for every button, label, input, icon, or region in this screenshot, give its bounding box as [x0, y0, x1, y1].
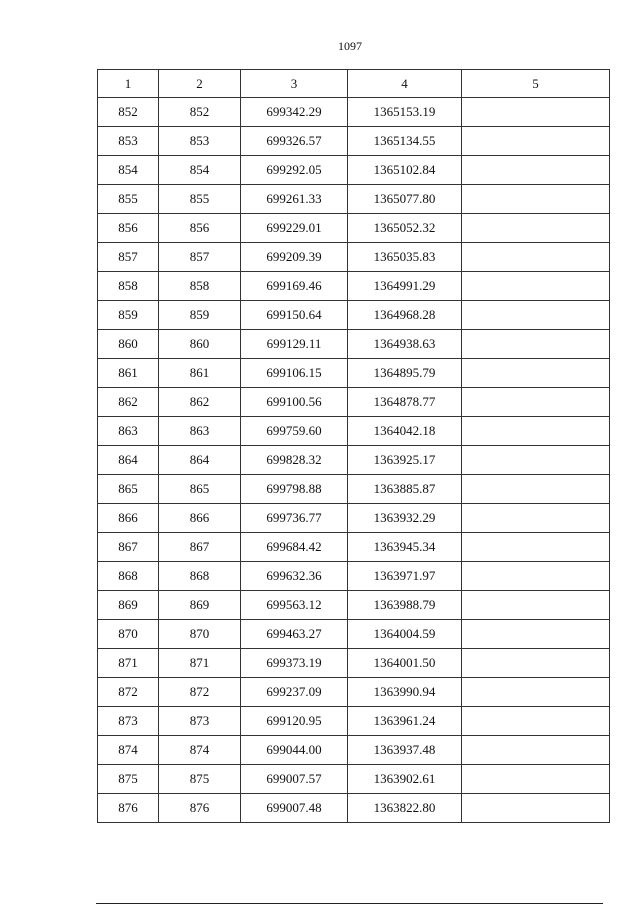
table-cell-col-5: [462, 272, 610, 301]
table-cell-col-5: [462, 765, 610, 794]
table-row: [98, 678, 610, 707]
page-number: 1097: [338, 39, 362, 53]
table-cell-col-1: 872: [98, 678, 159, 707]
table-cell-col-1: 861: [98, 359, 159, 388]
table-cell-col-3: 699044.00: [241, 736, 348, 765]
column-header-1: 1: [98, 70, 159, 98]
column-header-4: 4: [348, 70, 462, 98]
table-row: [98, 475, 610, 504]
table-cell-col-5: [462, 678, 610, 707]
table-cell-col-3: 699229.01: [241, 214, 348, 243]
table-row: [98, 707, 610, 736]
table-cell-col-3: 699100.56: [241, 388, 348, 417]
table-body: [98, 98, 610, 823]
table-cell-col-1: 867: [98, 533, 159, 562]
table-cell-col-3: 699326.57: [241, 127, 348, 156]
table-cell-col-5: [462, 446, 610, 475]
table-row: [98, 736, 610, 765]
table-cell-col-3: 699106.15: [241, 359, 348, 388]
table-row: [98, 185, 610, 214]
table-cell-col-2: 856: [159, 214, 241, 243]
table-cell-col-2: 852: [159, 98, 241, 127]
table-row: [98, 649, 610, 678]
table-cell-col-2: 854: [159, 156, 241, 185]
table-cell-col-3: 699684.42: [241, 533, 348, 562]
table-cell-col-1: 868: [98, 562, 159, 591]
table-cell-col-4: 1363932.29: [348, 504, 462, 533]
table-row: [98, 504, 610, 533]
table-cell-col-1: 864: [98, 446, 159, 475]
table-cell-col-2: 871: [159, 649, 241, 678]
table-cell-col-1: 866: [98, 504, 159, 533]
table-cell-col-5: [462, 417, 610, 446]
table-cell-col-3: 699342.29: [241, 98, 348, 127]
table-cell-col-4: 1364004.59: [348, 620, 462, 649]
table-cell-col-4: 1363961.24: [348, 707, 462, 736]
table-cell-col-3: 699736.77: [241, 504, 348, 533]
column-header-5: 5: [462, 70, 610, 98]
table-cell-col-2: 861: [159, 359, 241, 388]
table-cell-col-1: 860: [98, 330, 159, 359]
column-header-2: 2: [159, 70, 241, 98]
table-cell-col-3: 699759.60: [241, 417, 348, 446]
table-cell-col-4: 1363988.79: [348, 591, 462, 620]
table-cell-col-2: 857: [159, 243, 241, 272]
table-cell-col-4: 1363925.17: [348, 446, 462, 475]
table-row: [98, 243, 610, 272]
table-cell-col-4: 1363937.48: [348, 736, 462, 765]
table-cell-col-3: 699798.88: [241, 475, 348, 504]
table-cell-col-5: [462, 736, 610, 765]
table-cell-col-2: 855: [159, 185, 241, 214]
table-cell-col-2: 874: [159, 736, 241, 765]
table-row: [98, 359, 610, 388]
table-cell-col-1: 857: [98, 243, 159, 272]
table-row: [98, 765, 610, 794]
table-cell-col-5: [462, 185, 610, 214]
table-cell-col-5: [462, 243, 610, 272]
table-cell-col-1: 855: [98, 185, 159, 214]
table-cell-col-4: 1365134.55: [348, 127, 462, 156]
table-cell-col-1: 869: [98, 591, 159, 620]
table-cell-col-4: 1363990.94: [348, 678, 462, 707]
table-cell-col-3: 699828.32: [241, 446, 348, 475]
table-cell-col-2: 875: [159, 765, 241, 794]
table-cell-col-2: 860: [159, 330, 241, 359]
header-row: [98, 70, 610, 98]
table-cell-col-4: 1365035.83: [348, 243, 462, 272]
table-cell-col-3: 699563.12: [241, 591, 348, 620]
table-row: [98, 214, 610, 243]
table-cell-col-4: 1364042.18: [348, 417, 462, 446]
table-cell-col-1: 865: [98, 475, 159, 504]
table-cell-col-2: 859: [159, 301, 241, 330]
table-cell-col-2: 876: [159, 794, 241, 823]
table-cell-col-3: 699463.27: [241, 620, 348, 649]
table-cell-col-4: 1365153.19: [348, 98, 462, 127]
table-row: [98, 156, 610, 185]
table-cell-col-3: 699007.57: [241, 765, 348, 794]
table-cell-col-4: 1365052.32: [348, 214, 462, 243]
table-cell-col-1: 853: [98, 127, 159, 156]
table-cell-col-4: 1364001.50: [348, 649, 462, 678]
table-cell-col-5: [462, 794, 610, 823]
table-cell-col-3: 699007.48: [241, 794, 348, 823]
table-cell-col-5: [462, 388, 610, 417]
table-cell-col-1: 876: [98, 794, 159, 823]
table-row: [98, 388, 610, 417]
table-cell-col-5: [462, 214, 610, 243]
table-cell-col-5: [462, 330, 610, 359]
table-cell-col-1: 854: [98, 156, 159, 185]
table-cell-col-1: 856: [98, 214, 159, 243]
table-cell-col-3: 699150.64: [241, 301, 348, 330]
table-cell-col-2: 870: [159, 620, 241, 649]
table-row: [98, 562, 610, 591]
table-cell-col-1: 875: [98, 765, 159, 794]
table-row: [98, 330, 610, 359]
table-cell-col-3: 699261.33: [241, 185, 348, 214]
coordinates-table: [97, 69, 610, 823]
table-cell-col-5: [462, 649, 610, 678]
table-cell-col-3: 699169.46: [241, 272, 348, 301]
footer-rule: [96, 903, 603, 904]
table-cell-col-2: 865: [159, 475, 241, 504]
table-cell-col-5: [462, 562, 610, 591]
table-row: [98, 794, 610, 823]
table-cell-col-5: [462, 359, 610, 388]
table-cell-col-4: 1364938.63: [348, 330, 462, 359]
table-cell-col-2: 863: [159, 417, 241, 446]
table-cell-col-3: 699120.95: [241, 707, 348, 736]
table-cell-col-1: 858: [98, 272, 159, 301]
table-cell-col-1: 873: [98, 707, 159, 736]
table-cell-col-5: [462, 533, 610, 562]
table-cell-col-4: 1364878.77: [348, 388, 462, 417]
table-row: [98, 417, 610, 446]
table-row: [98, 301, 610, 330]
table-header: [98, 70, 610, 98]
table-cell-col-1: 852: [98, 98, 159, 127]
table-cell-col-1: 859: [98, 301, 159, 330]
table-cell-col-2: 867: [159, 533, 241, 562]
table-cell-col-1: 871: [98, 649, 159, 678]
table-cell-col-1: 863: [98, 417, 159, 446]
table-cell-col-3: 699237.09: [241, 678, 348, 707]
table-cell-col-2: 862: [159, 388, 241, 417]
table-cell-col-4: 1363822.80: [348, 794, 462, 823]
column-header-3: 3: [241, 70, 348, 98]
table-row: [98, 446, 610, 475]
table-cell-col-3: 699129.11: [241, 330, 348, 359]
table-cell-col-1: 870: [98, 620, 159, 649]
table-cell-col-5: [462, 504, 610, 533]
table-row: [98, 127, 610, 156]
table-cell-col-5: [462, 591, 610, 620]
table-cell-col-2: 872: [159, 678, 241, 707]
table-cell-col-2: 866: [159, 504, 241, 533]
table-row: [98, 98, 610, 127]
table-cell-col-4: 1363945.34: [348, 533, 462, 562]
table-cell-col-4: 1363885.87: [348, 475, 462, 504]
table-cell-col-5: [462, 156, 610, 185]
table-cell-col-5: [462, 707, 610, 736]
table-cell-col-4: 1364991.29: [348, 272, 462, 301]
table-cell-col-1: 874: [98, 736, 159, 765]
table-cell-col-2: 873: [159, 707, 241, 736]
table-cell-col-5: [462, 475, 610, 504]
table-cell-col-4: 1363971.97: [348, 562, 462, 591]
table-cell-col-5: [462, 620, 610, 649]
table-cell-col-2: 868: [159, 562, 241, 591]
table-cell-col-2: 853: [159, 127, 241, 156]
table-row: [98, 620, 610, 649]
table-cell-col-4: 1364895.79: [348, 359, 462, 388]
table-cell-col-4: 1365102.84: [348, 156, 462, 185]
table-cell-col-3: 699632.36: [241, 562, 348, 591]
table-cell-col-3: 699292.05: [241, 156, 348, 185]
table-cell-col-3: 699209.39: [241, 243, 348, 272]
table-cell-col-2: 864: [159, 446, 241, 475]
table-row: [98, 533, 610, 562]
table-cell-col-2: 858: [159, 272, 241, 301]
table-cell-col-4: 1364968.28: [348, 301, 462, 330]
table-row: [98, 591, 610, 620]
table-cell-col-2: 869: [159, 591, 241, 620]
table-row: [98, 272, 610, 301]
table-cell-col-5: [462, 301, 610, 330]
table-cell-col-4: 1365077.80: [348, 185, 462, 214]
table-cell-col-5: [462, 127, 610, 156]
table-cell-col-3: 699373.19: [241, 649, 348, 678]
table-cell-col-4: 1363902.61: [348, 765, 462, 794]
table-cell-col-1: 862: [98, 388, 159, 417]
table-cell-col-5: [462, 98, 610, 127]
